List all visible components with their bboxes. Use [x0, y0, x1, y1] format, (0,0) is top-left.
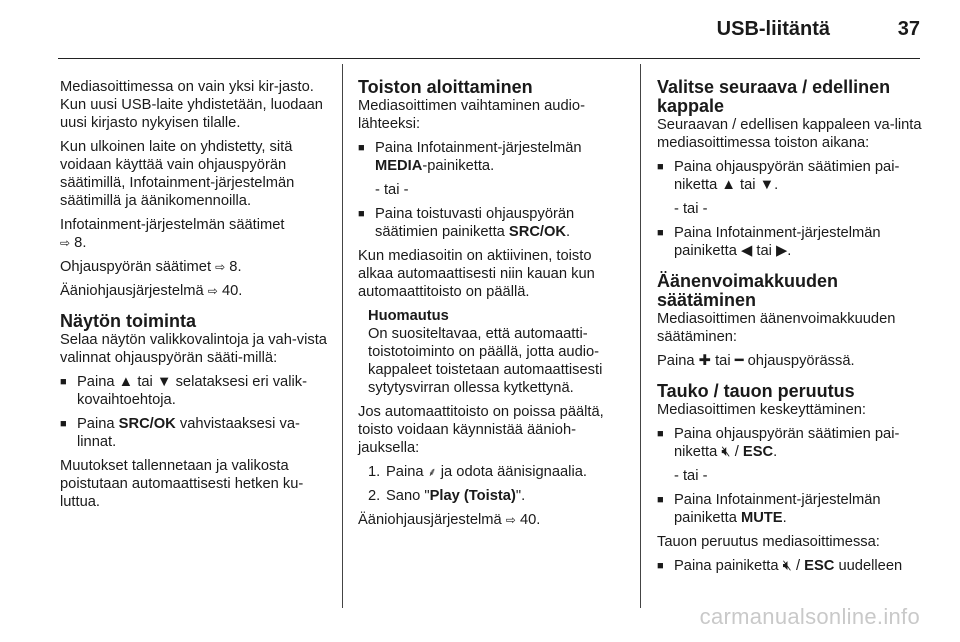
paragraph: Tauon peruutus mediasoittimessa: — [657, 534, 880, 550]
cross-reference: Ääniohjausjärjestelmä ⇨ 40. — [60, 283, 243, 299]
paragraph: Muutokset tallennetaan ja valikosta poistutaan automaattisesti hetken ku-luttua. — [60, 458, 304, 510]
section-heading: Näytön toiminta — [60, 311, 197, 331]
up-arrow-icon: ▲ — [721, 177, 736, 193]
bullet-icon: ■ — [657, 161, 664, 173]
page-ref-icon: ⇨ — [215, 260, 226, 274]
mute-icon: 🔇︎ — [782, 558, 792, 574]
numbered-step: 1. Paina ⸙ ja odota äänisignaalia. — [368, 464, 587, 480]
down-arrow-icon: ▼ — [156, 374, 172, 390]
bullet-icon: ■ — [358, 142, 365, 154]
column-divider — [640, 64, 641, 608]
bullet-icon: ■ — [657, 428, 664, 440]
page-ref-icon: ⇨ — [207, 284, 218, 298]
cross-reference: Ohjauspyörän säätimet ⇨ 8. — [60, 259, 242, 275]
page-header-title: USB-liitäntä — [716, 18, 830, 40]
plus-icon: ✚ — [698, 353, 711, 369]
column-2 — [358, 78, 626, 535]
bullet-icon: ■ — [657, 494, 664, 506]
or-separator: - tai - — [674, 201, 708, 217]
list-item: ■ Paina toistuvasti ohjauspyörän säätimien painiketta SRC/OK. — [358, 206, 575, 240]
mute-icon: 🔇︎ — [721, 444, 731, 460]
paragraph: Seuraavan / edellisen kappaleen va-linta mediasoittimessa toiston aikana: — [657, 117, 922, 151]
bullet-icon: ■ — [657, 560, 664, 572]
note-text: On suositeltavaa, että automaatti-toistotoiminto on päällä, jotta audio-kappaleet toistetaan automaattisesti sytytysvirran ollessa kytkettynä. — [368, 326, 603, 396]
header-divider — [58, 58, 920, 59]
numbered-step: 2. Sano "Play (Toista)". — [368, 488, 526, 504]
cross-reference: Ääniohjausjärjestelmä ⇨ 40. — [358, 512, 541, 528]
bullet-icon: ■ — [60, 418, 67, 430]
or-separator: - tai - — [674, 468, 708, 484]
up-arrow-icon: ▲ — [118, 374, 134, 390]
note-title: Huomautus — [368, 308, 449, 324]
column-1 — [60, 78, 328, 517]
left-arrow-icon: ◀ — [740, 243, 753, 259]
column-divider — [342, 64, 343, 608]
right-arrow-icon: ▶ — [775, 243, 788, 259]
list-item: ■ Paina SRC/OK vahvistaaksesi va-linnat. — [60, 416, 300, 450]
page-number: 37 — [897, 18, 920, 40]
paragraph: Jos automaattitoisto on poissa päältä, toisto voidaan käynnistää äänioh-jauksella: — [358, 404, 604, 456]
section-heading: Valitse seuraava / edellinen kappale — [657, 77, 891, 116]
list-item: ■ Paina ohjauspyörän säätimien pai-niketta 🔇︎ / ESC. — [657, 426, 900, 460]
list-item: ■ Paina ohjauspyörän säätimien pai-niketta ▲ tai ▼. — [657, 159, 900, 193]
watermark: carmanualsonline.info — [699, 604, 920, 629]
bullet-icon: ■ — [657, 227, 664, 239]
paragraph: Mediasoittimen keskeyttäminen: — [657, 402, 866, 418]
section-heading: Toiston aloittaminen — [358, 77, 533, 97]
down-arrow-icon: ▼ — [759, 177, 775, 193]
paragraph: Mediasoittimessa on vain yksi kir-jasto. Kun uusi USB-laite yhdistetään, luodaan uusi kirjasto nykyisen tilalle. — [60, 79, 323, 131]
list-item: ■ Paina painiketta 🔇︎ / ESC uudelleen — [657, 558, 903, 574]
voice-icon: ⸙ — [427, 465, 437, 479]
page-ref-icon: ⇨ — [60, 236, 71, 250]
note-box — [358, 307, 626, 397]
paragraph: Mediasoittimen äänenvoimakkuuden säätäminen: — [657, 311, 896, 345]
bullet-icon: ■ — [358, 208, 365, 220]
list-item: ■ Paina Infotainment-järjestelmän painiketta MUTE. — [657, 492, 881, 526]
column-3 — [657, 78, 925, 581]
section-heading: Tauko / tauon peruutus — [657, 381, 855, 401]
paragraph: Mediasoittimen vaihtaminen audio-lähteeksi: — [358, 98, 585, 132]
list-item: ■ Paina Infotainment-järjestelmän MEDIA-painiketta. — [358, 140, 582, 174]
list-item: ■ Paina Infotainment-järjestelmän painiketta ◀ tai ▶. — [657, 225, 881, 259]
minus-icon: ━ — [734, 353, 744, 369]
bullet-icon: ■ — [60, 376, 67, 388]
or-separator: - tai - — [375, 182, 409, 198]
list-item: ■ Paina ▲ tai ▼ selataksesi eri valik-kovaihtoehtoja. — [60, 374, 307, 408]
section-heading: Äänenvoimakkuuden säätäminen — [657, 271, 839, 310]
page-ref-icon: ⇨ — [505, 513, 516, 527]
paragraph: Selaa näytön valikkovalintoja ja vah-vista valinnat ohjauspyörän sääti-millä: — [60, 332, 327, 366]
paragraph: Kun ulkoinen laite on yhdistetty, sitä voidaan käyttää vain ohjauspyörän säätimillä, Infotainment-järjestelmän säätimillä ja äänikomennoilla. — [60, 139, 295, 209]
paragraph: Paina ✚ tai ━ ohjauspyörässä. — [657, 353, 855, 369]
paragraph: Kun mediasoitin on aktiivinen, toisto alkaa automaattisesti niin kauan kun automaattitoisto on päällä. — [358, 248, 595, 300]
cross-reference: Infotainment-järjestelmän säätimet ⇨ 8. — [60, 217, 285, 251]
